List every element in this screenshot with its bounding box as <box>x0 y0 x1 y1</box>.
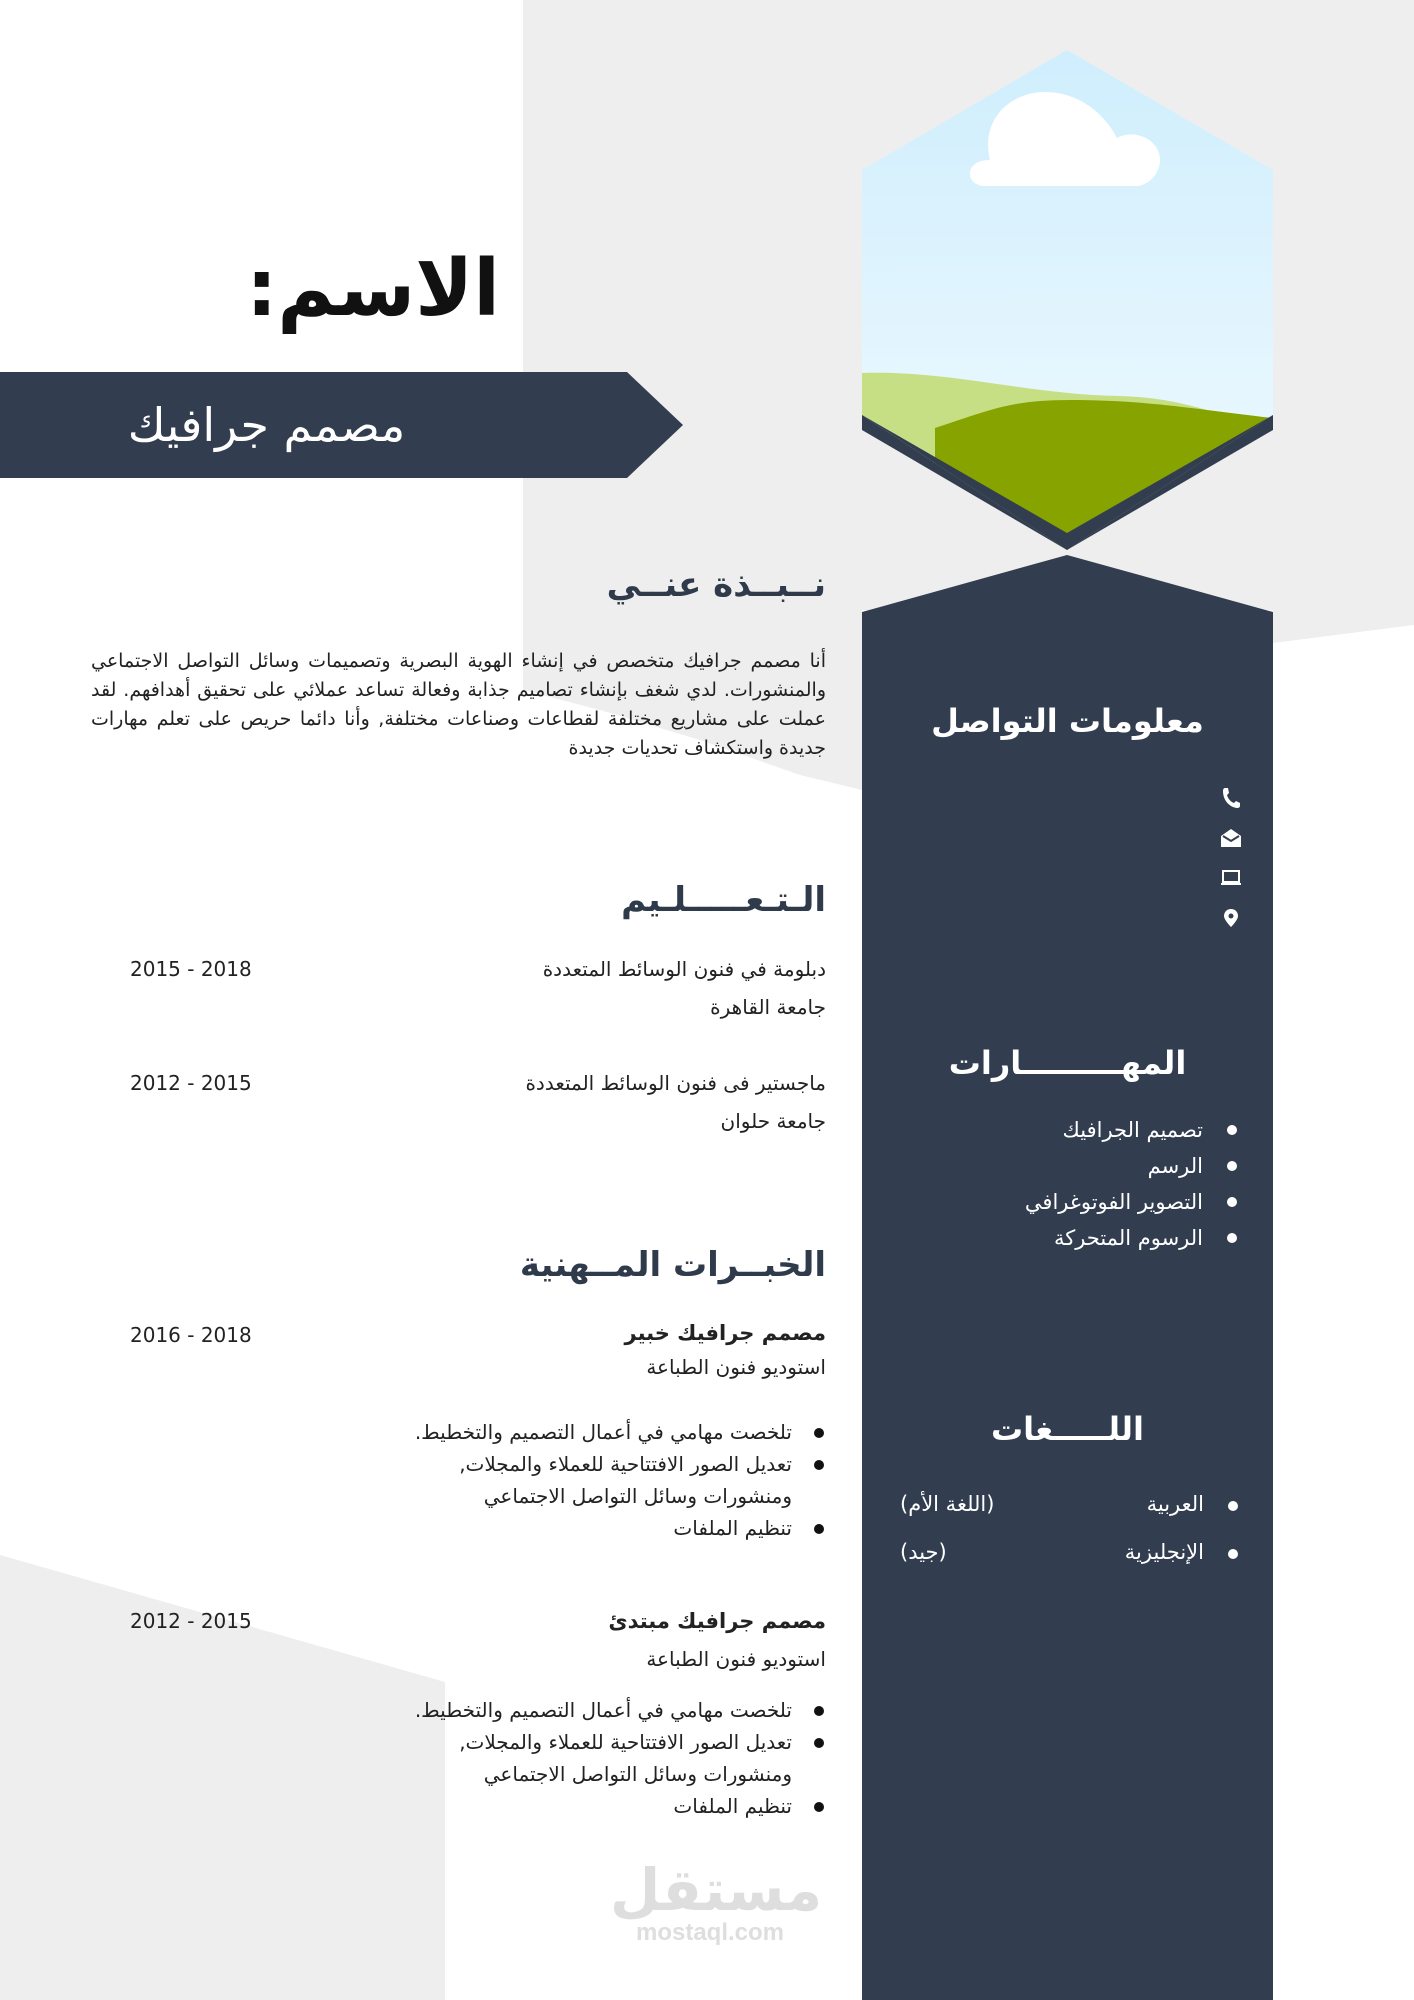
education-degree: دبلومة في فنون الوسائط المتعددة <box>542 957 826 981</box>
skill-item: الرسم <box>1025 1148 1239 1184</box>
experience-item <box>130 1602 826 1678</box>
task-item: تلخصت مهامي في أعمال التصميم والتخطيط. <box>226 1694 826 1726</box>
watermark-arabic: مستقل <box>610 1856 823 1924</box>
education-school: جامعة حلوان <box>720 1109 826 1133</box>
skills-section-title: المهـــــــــارات <box>948 1044 1187 1082</box>
skills-list <box>1025 1112 1239 1256</box>
experience-role: مصمم جرافيك خبير <box>624 1321 826 1345</box>
language-item <box>900 1480 1240 1528</box>
job-title-banner <box>0 372 683 478</box>
task-item: تنظيم الملفات <box>226 1512 826 1544</box>
contact-icons <box>1216 778 1246 938</box>
experience-dates: 2016 - 2018 <box>130 1323 252 1347</box>
task-item: تعديل الصور الافتتاحية للعملاء والمجلات, ومنشورات وسائل التواصل الاجتماعي <box>372 1726 826 1790</box>
education-item <box>130 1064 826 1140</box>
skill-item: التصوير الفوتوغرافي <box>1025 1184 1239 1220</box>
experience-role: مصمم جرافيك مبتدئ <box>608 1609 826 1633</box>
experience-tasks <box>226 1694 826 1822</box>
about-section-title: نــبــذة عنــي <box>606 565 826 605</box>
experience-company: استوديو فنون الطباعة <box>646 1355 826 1379</box>
skill-item: تصميم الجرافيك <box>1025 1112 1239 1148</box>
sidebar-panel <box>862 555 1273 2000</box>
language-item <box>900 1528 1240 1576</box>
watermark-logo <box>610 1856 823 1946</box>
skill-item: الرسوم المتحركة <box>1025 1220 1239 1256</box>
location-pin-icon <box>1216 898 1246 938</box>
education-dates: 2012 - 2015 <box>130 1071 252 1095</box>
education-item <box>130 950 826 1026</box>
language-name: الإنجليزية <box>1125 1540 1240 1564</box>
task-item: تنظيم الملفات <box>226 1790 826 1822</box>
language-level: (اللغة الأم) <box>900 1492 995 1516</box>
task-item: تلخصت مهامي في أعمال التصميم والتخطيط. <box>226 1416 826 1448</box>
education-section-title: الـتـعـــــلـيم <box>621 880 826 920</box>
experience-item <box>130 1316 826 1384</box>
name-label: الاسم: <box>246 244 500 334</box>
language-name: العربية <box>1147 1492 1240 1516</box>
experience-section-title: الخبــرات المــهنية <box>519 1245 826 1285</box>
about-text: أنا مصمم جرافيك متخصص في إنشاء الهوية البصرية وتصميمات وسائل التواصل الاجتماعي والمنشورات. لدي شغف بإنشاء تصاميم جذابة وفعالة تساعد عملائي على تحقيق أهدافهم. لقد عملت على مشاريع مختلفة لقطاعات وصناعات مختلفة, وأنا دائما حريص على تعلم مهارات جديدة واستكشاف تحديات جديدة <box>91 650 826 759</box>
experience-tasks <box>226 1416 826 1544</box>
languages-list <box>900 1480 1240 1576</box>
contact-section-title: معلومات التواصل <box>931 702 1204 740</box>
experience-dates: 2012 - 2015 <box>130 1609 252 1633</box>
phone-icon <box>1216 778 1246 818</box>
languages-section-title: اللـــــغات <box>991 1410 1144 1448</box>
education-school: جامعة القاهرة <box>710 995 826 1019</box>
education-dates: 2015 - 2018 <box>130 957 252 981</box>
envelope-open-icon <box>1216 818 1246 858</box>
watermark-latin: mostaql.com <box>635 1919 785 1946</box>
language-level: (جيد) <box>900 1540 947 1564</box>
laptop-icon <box>1216 858 1246 898</box>
experience-company: استوديو فنون الطباعة <box>646 1647 826 1671</box>
task-item: تعديل الصور الافتتاحية للعملاء والمجلات, ومنشورات وسائل التواصل الاجتماعي <box>372 1448 826 1512</box>
job-title: مصمم جرافيك <box>127 398 406 452</box>
education-degree: ماجستير فى فنون الوسائط المتعددة <box>525 1071 826 1095</box>
